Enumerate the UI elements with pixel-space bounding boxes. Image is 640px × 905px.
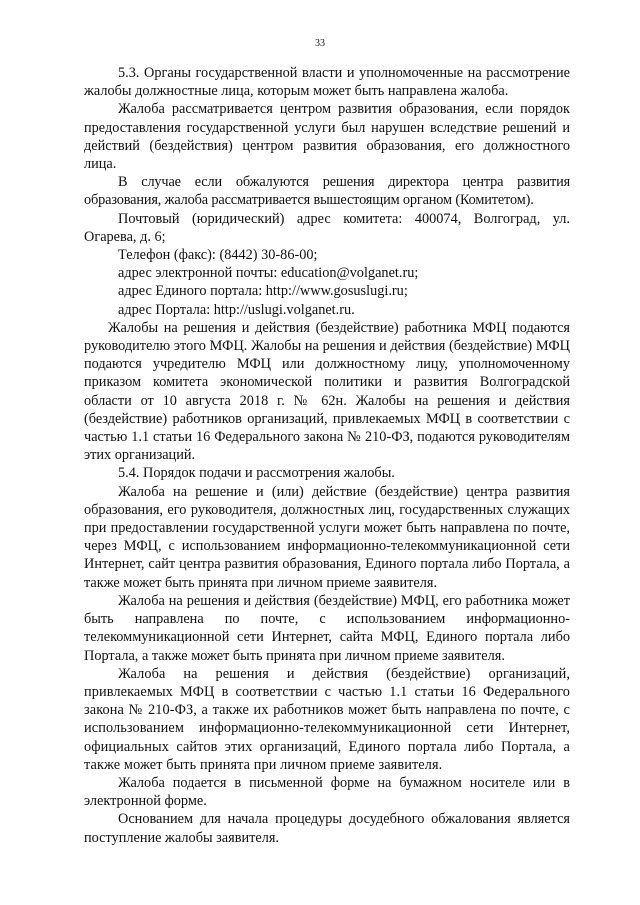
paragraph-5-3-heading: 5.3. Органы государственной власти и уполномоченные на рассмотрение жалобы должностные лица, которым может быть направлена жалоба. xyxy=(84,65,570,100)
paragraph-mfc-complaints: Жалобы на решения и действия (бездействие) работника МФЦ подаются руководителю этого МФЦ. Жалобы на решения и действия (бездействие) МФЦ подаются учредителю МФЦ или должностному лицу, уполномоченному приказом комитета экономической политики и развития Волгоградской области от 10 августа 2018 г. № 62н. Жалобы на решения и действия (бездействие) работников организаций, привлекаемых МФЦ в соответствии с частью 1.1 статьи 16 Федерального закона № 210-ФЗ, подаются руководителям этих организаций. xyxy=(84,319,570,464)
paragraph-email: адрес электронной почты: education@volganet.ru; xyxy=(118,265,419,282)
page-number: 33 xyxy=(315,38,325,49)
paragraph-mfc-submission: Жалоба на решения и действия (бездействие) МФЦ, его работника может быть направлена по почте, с использованием информационно-телекоммуникационной сети Интернет, сайта МФЦ, Единого портала либо Портала, а также может быть принята при личном приеме заявителя. xyxy=(84,592,570,664)
paragraph-5-4-heading: 5.4. Порядок подачи и рассмотрения жалобы. xyxy=(118,465,395,482)
document-body xyxy=(84,64,570,847)
paragraph-portal: адрес Портала: http://uslugi.volganet.ru. xyxy=(118,301,355,318)
paragraph-director-appeal: В случае если обжалуются решения директора центра развития образования, жалоба рассматривается вышестоящим органом (Комитетом). xyxy=(84,174,570,209)
paragraph-postal-address: Почтовый (юридический) адрес комитета: 400074, Волгоград, ул. Огарева, д. 6; xyxy=(84,210,570,245)
paragraph-phone: Телефон (факс): (8442) 30-86-00; xyxy=(118,247,318,264)
paragraph-submission-form: Жалоба подается в письменной форме на бумажном носителе или в электронной форме. xyxy=(84,774,570,810)
paragraph-organizations-submission: Жалоба на решения и действия (бездействие) организаций, привлекаемых МФЦ в соответствии с частью 1.1 статьи 16 Федерального закона № 210-ФЗ, а также их работников может быть направлена по почте, с использованием информационно-телекоммуникационной сети Интернет, официальных сайтов этих организаций, Единого портала либо Портала, а также может быть принята при личном приеме заявителя. xyxy=(84,665,570,773)
paragraph-pretrial-basis: Основанием для начала процедуры досудебного обжалования является поступление жалобы заявителя. xyxy=(84,811,570,846)
paragraph-complaint-review: Жалоба рассматривается центром развития образования, если порядок предоставления государственной услуги был нарушен вследствие решений и действий (бездействия) центром развития образования, его должностного лица. xyxy=(84,101,570,173)
paragraph-submission-channels: Жалоба на решение и (или) действие (бездействие) центра развития образования, его руководителя, должностных лиц, государственных служащих при предоставлении государственной услуги может быть направлена по почте, через МФЦ, с использованием информационно-телекоммуникационной сети Интернет, сайт центра развития образования, Единого портала либо Портала, а также может быть принята при личном приеме заявителя. xyxy=(84,483,570,591)
paragraph-unified-portal: адрес Единого портала: http://www.gosuslugi.ru; xyxy=(118,283,408,300)
